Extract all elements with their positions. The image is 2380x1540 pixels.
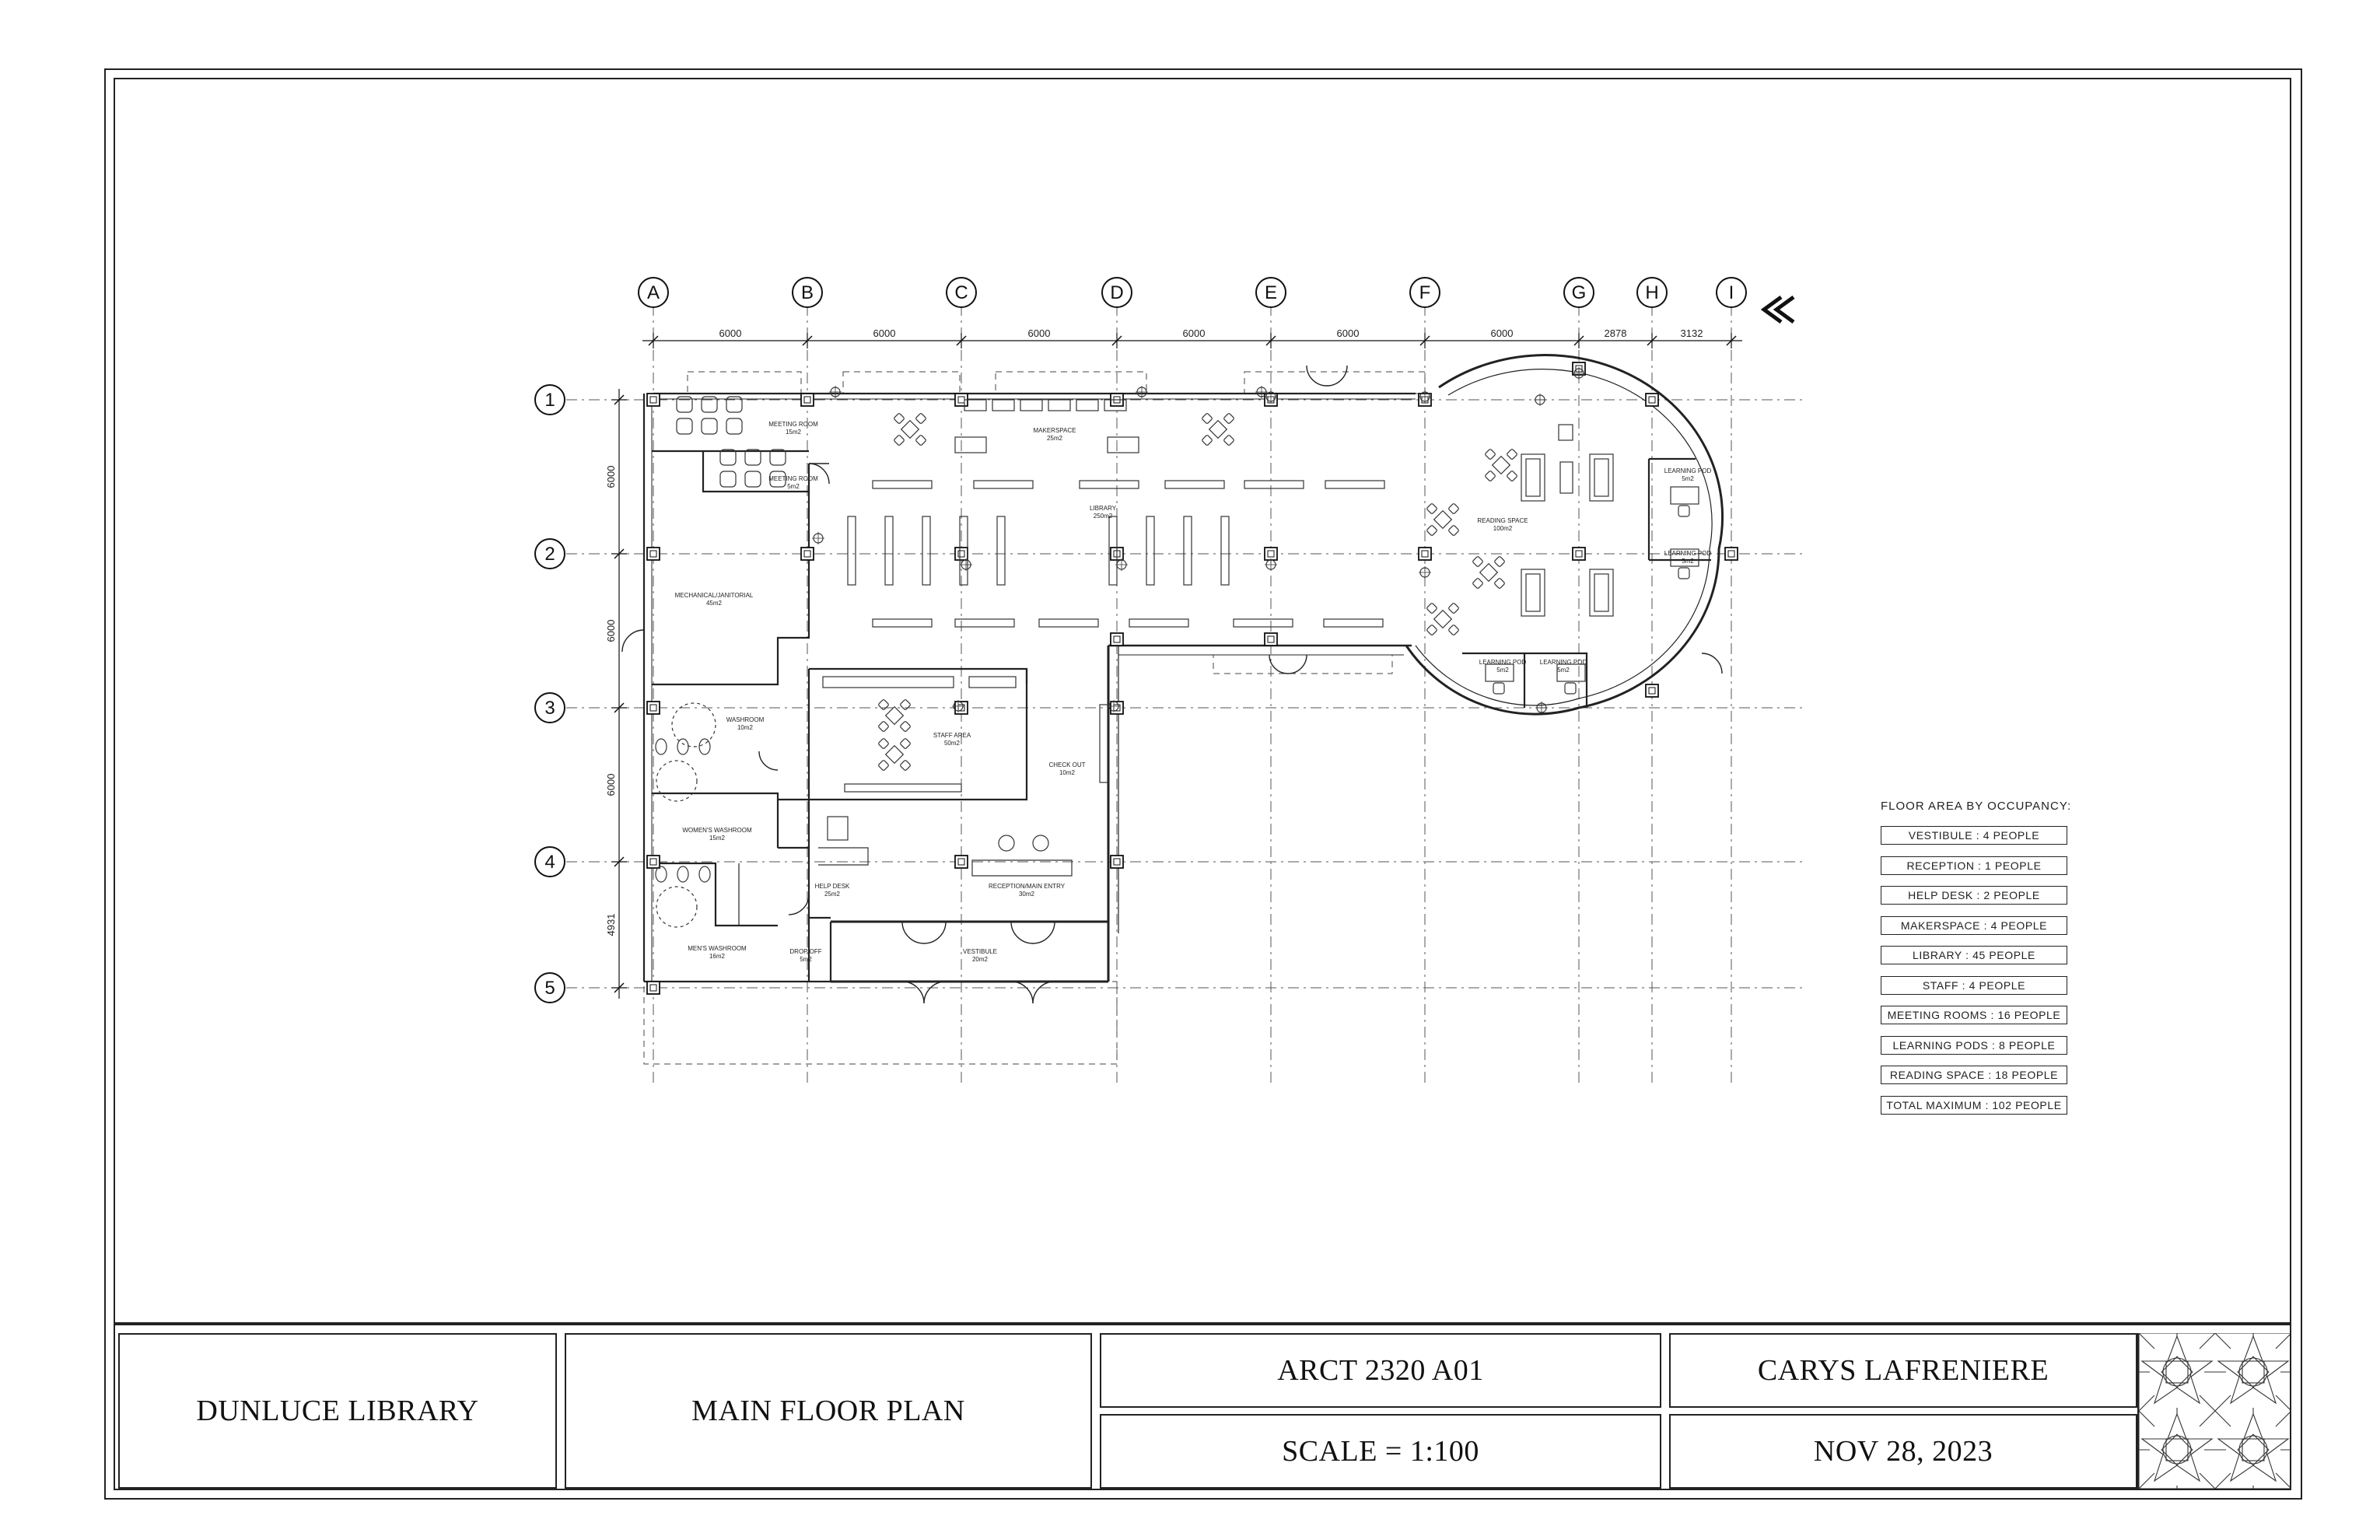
canopy-outline [688,372,801,394]
work-table [955,437,986,453]
toilet [656,866,667,882]
grid-lines [535,278,1804,1083]
counter [845,784,961,792]
structural-column [1265,633,1277,646]
legend-title: FLOOR AREA BY OCCUPANCY: [1881,800,2072,813]
room-area: 15m2 [785,429,802,436]
book-shelf [1165,481,1224,488]
chair [894,413,905,424]
row-dimension: 4931 [605,913,617,936]
workstation [1020,400,1042,411]
structural-column [1646,684,1658,697]
structural-column [1419,548,1431,560]
row-dimension: 6000 [605,773,617,796]
room-name: MEETING ROOM [768,475,818,482]
structural-column [647,394,660,406]
chair [999,835,1014,851]
room-area: 45m2 [705,600,723,607]
room-labels [675,421,1712,963]
book-shelf [1244,481,1304,488]
room-name: LEARNING POD [1664,550,1712,557]
row-dimension: 6000 [605,619,617,642]
structural-column [1573,548,1585,560]
author-name: CARYS LAFRENIERE [1757,1354,2049,1387]
room-name: HELP DESK [814,883,850,890]
sofa [1590,454,1613,501]
chair [1678,506,1689,516]
canopy-outline [1213,655,1392,674]
column-dimension: 6000 [1027,327,1051,339]
room-area: 5m2 [1496,667,1509,674]
chair [1033,835,1048,851]
chair [900,738,911,749]
legend-item: TOTAL MAXIMUM : 102 PEOPLE [1881,1096,2067,1115]
table [1434,511,1452,529]
grid-row-label: 3 [544,698,555,719]
toilet [699,866,710,882]
structural-column [1725,548,1738,560]
book-stack [997,516,1005,585]
column-dimension: 6000 [1182,327,1206,339]
project-name-box [118,1333,557,1489]
book-shelf [873,619,932,627]
workstation [1076,400,1098,411]
lounge-chair [745,471,761,487]
book-shelf [873,481,932,488]
chair [1448,525,1459,536]
room-name: RECEPTION/MAIN ENTRY [988,883,1066,890]
room-name: VESTIBULE [962,948,998,955]
legend-item: READING SPACE : 18 PEOPLE [1881,1066,2067,1084]
work-table [1108,437,1139,453]
structural-column [801,548,814,560]
room-area: 5m2 [1682,475,1694,482]
room-area: 100m2 [1493,525,1513,532]
table [1209,421,1227,439]
room-name: WASHROOM [726,716,765,723]
table [1434,611,1452,628]
book-stack [1221,516,1229,585]
room-area: 10m2 [737,724,754,731]
chair [894,435,905,446]
legend-item: LIBRARY : 45 PEOPLE [1881,946,2067,964]
column-dimension: 3132 [1680,327,1703,339]
canopy-outline [996,372,1146,394]
structural-column [647,548,660,560]
furniture [656,367,1699,927]
room-area: 25m2 [824,891,841,898]
room-area: 30m2 [1018,891,1035,898]
geometric-tile-pattern [2137,1333,2290,1489]
structural-column [1111,856,1123,868]
book-stack [922,516,930,585]
room-name: MAKERSPACE [1033,427,1076,434]
drawing-title: MAIN FLOOR PLAN [691,1395,965,1427]
room-name: MECHANICAL/JANITORIAL [674,592,754,599]
grid-column-label: G [1571,282,1587,303]
column-dimension: 6000 [873,327,896,339]
chair [915,435,926,446]
chair [1485,449,1496,460]
lounge-chair [677,418,692,434]
canopy-outline [1244,372,1425,394]
chair [878,721,889,732]
course-box [1100,1333,1661,1408]
chair [1678,568,1689,579]
scale-box [1100,1414,1661,1489]
row-dimension: 6000 [605,465,617,488]
room-name: LEARNING POD [1479,659,1527,666]
pod-desk [1671,487,1699,504]
legend-item: MAKERSPACE : 4 PEOPLE [1881,916,2067,935]
grid-column-label: C [954,282,968,303]
chair [1485,471,1496,481]
book-shelf [1039,619,1098,627]
room-area: 20m2 [971,956,989,963]
chair [1494,578,1505,589]
structural-column [647,702,660,714]
column-dimension: 2878 [1604,327,1627,339]
book-shelf [1129,619,1188,627]
drawing-date: NOV 28, 2023 [1813,1435,1993,1468]
help-desk [818,848,868,865]
room-name: LEARNING POD [1664,467,1712,474]
structural-column [955,856,968,868]
grid-row-label: 2 [544,544,555,565]
lounge-chair [720,471,736,487]
chair [828,817,848,840]
grid-column-label: E [1264,282,1278,303]
book-stack [1146,516,1154,585]
book-shelf [1324,619,1383,627]
grid-column-label: A [646,282,660,303]
structural-column [647,856,660,868]
room-area: 5m2 [1557,667,1570,674]
toilet [677,866,688,882]
structural-column [955,702,968,714]
chair [900,721,911,732]
room-area: 5m2 [1682,558,1694,565]
book-shelf [974,481,1033,488]
room-name: WOMEN'S WASHROOM [682,827,752,834]
chair [1448,603,1459,614]
chair [1493,683,1504,694]
turning-circle [656,761,697,801]
reception-desk [972,860,1072,876]
room-area: 15m2 [709,835,726,842]
room-name: MEETING ROOM [768,421,818,428]
date-box [1669,1414,2137,1489]
grid-row-label: 5 [544,978,555,999]
chair [1507,449,1517,460]
chair [1202,435,1213,446]
room-area: 5m2 [800,956,812,963]
chair [878,760,889,771]
grid-column-label: F [1419,282,1431,303]
chair [1426,625,1437,635]
book-stack [1184,516,1192,585]
legend-item: MEETING ROOMS : 16 PEOPLE [1881,1006,2067,1024]
table [886,707,904,725]
room-name: CHECK OUT [1048,761,1086,768]
grid-row-label: 1 [544,390,555,411]
legend-item: RECEPTION : 1 PEOPLE [1881,856,2067,875]
drawing-title-box [565,1333,1092,1489]
workstation [992,400,1014,411]
canopy-outline [843,372,960,394]
counter [969,677,1016,688]
coffee-table [1560,462,1573,493]
chair [878,699,889,710]
turning-circle [656,887,697,927]
sofa [1521,454,1545,501]
book-stack [848,516,856,585]
room-area: 250m2 [1093,513,1113,520]
table [1493,457,1510,474]
column-dimension: 6000 [719,327,742,339]
room-area: 5m2 [787,483,800,490]
column-dimension: 6000 [1490,327,1514,339]
turning-circle [672,703,716,747]
room-name: READING SPACE [1477,517,1528,524]
room-name: MEN'S WASHROOM [688,945,747,952]
chair [1565,683,1576,694]
room-area: 50m2 [943,740,961,747]
structural-column [955,548,968,560]
structural-column [1265,548,1277,560]
book-shelf [1325,481,1384,488]
lounge-chair [702,418,717,434]
workstation [1048,400,1070,411]
table [901,421,919,439]
chair [1223,435,1234,446]
author-box [1669,1333,2137,1408]
toilet [699,739,710,754]
sofa [1521,569,1545,616]
chair [1448,625,1459,635]
room-name: LIBRARY [1089,505,1117,512]
structural-column [1111,633,1123,646]
room-name: LEARNING POD [1539,659,1587,666]
chair [915,413,926,424]
book-shelf [1234,619,1293,627]
legend-item: HELP DESK : 2 PEOPLE [1881,886,2067,905]
room-area: 25m2 [1046,435,1063,442]
chair [900,760,911,771]
chair [900,699,911,710]
grid-column-label: D [1110,282,1124,303]
grid-column-label: H [1645,282,1659,303]
chair [1472,556,1483,567]
project-name: DUNLUCE LIBRARY [196,1395,479,1427]
canopy-outline [644,982,1117,1064]
room-area: 10m2 [1059,769,1076,776]
room-name: STAFF AREA [933,732,971,739]
room-name: DROP OFF [789,948,822,955]
drawing-scale: SCALE = 1:100 [1282,1435,1479,1468]
grid-column-label: B [800,282,814,303]
check-out-desk [1100,705,1108,782]
structural-column [647,982,660,994]
chair [1494,556,1505,567]
chair [1559,425,1573,440]
chair [1202,413,1213,424]
toilet [656,739,667,754]
chair [1426,503,1437,514]
chair [1448,503,1459,514]
book-shelf [955,619,1014,627]
legend-item: LEARNING PODS : 8 PEOPLE [1881,1036,2067,1055]
structural-column [1646,394,1658,406]
chair [1472,578,1483,589]
book-shelf [1080,481,1139,488]
structural-column [801,394,814,406]
chair [1507,471,1517,481]
table [1480,564,1498,582]
structural-column [1111,702,1123,714]
chair [878,738,889,749]
chair [1426,603,1437,614]
sofa [1590,569,1613,616]
lounge-chair [726,418,742,434]
doors [622,366,1722,1003]
grid-column-label: I [1728,282,1734,303]
room-area: 16m2 [709,953,726,960]
grid-row-label: 4 [544,852,555,873]
table [886,746,904,764]
course-code: ARCT 2320 A01 [1277,1354,1484,1387]
double-chevron-left-icon [1764,297,1794,322]
chair [1223,413,1234,424]
column-dimension: 6000 [1336,327,1360,339]
legend-item: STAFF : 4 PEOPLE [1881,976,2067,995]
legend-item: VESTIBULE : 4 PEOPLE [1881,826,2067,845]
counter [823,677,954,688]
chair [1426,525,1437,536]
book-stack [885,516,893,585]
